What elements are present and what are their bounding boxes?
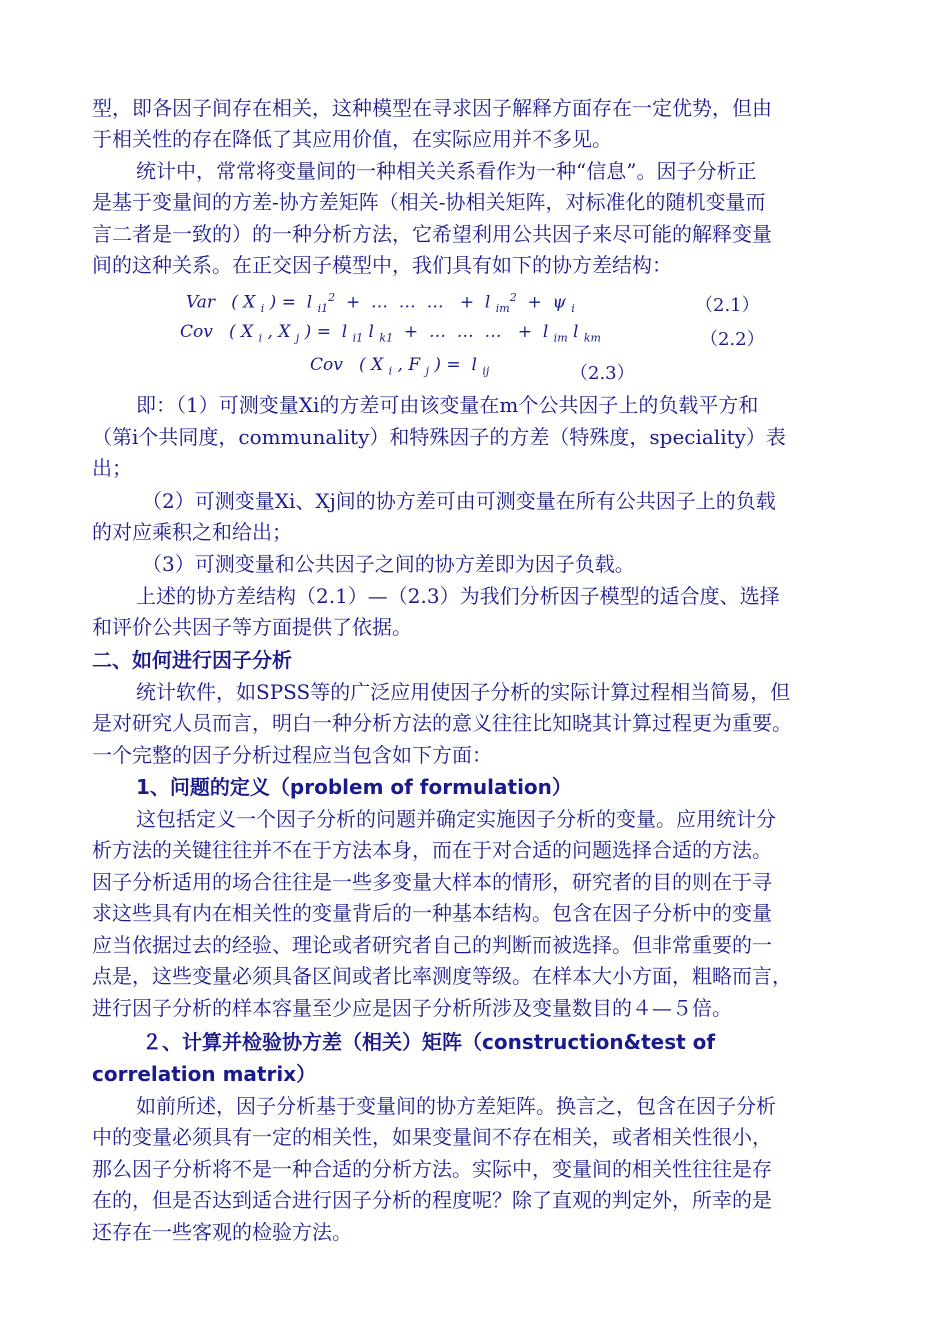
equation-2-3: Cov ( X $_i$ , F $_j$ ) = l $_{ij}$ — [310, 355, 490, 378]
paragraph-line: 即：（1）可测变量Xi的方差可由该变量在m个公共因子上的负载平方和 — [136, 393, 759, 417]
paragraph-line: 是基于变量间的方差-协方差矩阵（相关-协相关矩阵，对标准化的随机变量而 — [92, 190, 766, 214]
paragraph-line: 中的变量必须具有一定的相关性，如果变量间不存在相关，或者相关性很小， — [92, 1125, 772, 1149]
equation-2-1: Var ( X $_i$ ) = l $_{i1}^2$ + … … … + l $_{im}^2$ + ψ $_i$ — [186, 291, 575, 316]
paragraph-line: 析方法的关键往往并不在于方法本身，而在于对合适的问题选择合适的方法。 — [92, 838, 772, 862]
paragraph-line: （2）可测变量Xi、Xj间的协方差可由可测变量在所有公共因子上的负载 — [142, 489, 776, 513]
paragraph-line: 上述的协方差结构（2.1）—（2.3）为我们分析因子模型的适合度、选择 — [136, 584, 780, 608]
equation-number: （2.2） — [700, 329, 765, 350]
subsection-heading: correlation matrix） — [92, 1062, 317, 1086]
equation-2-2: Cov ( X $_i$ , X $_j$ ) = l $_{i1}$ l $_{k1}$ + … … … + l $_{im}$ l $_{km}$ — [180, 322, 601, 345]
paragraph-line: 和评价公共因子等方面提供了依据。 — [92, 615, 412, 639]
subsection-heading: 1、问题的定义（problem of formulation） — [136, 775, 572, 799]
paragraph-line: 在的，但是否达到适合进行因子分析的程度呢？除了直观的判定外，所幸的是 — [92, 1188, 772, 1212]
paragraph-line: 点是，这些变量必须具备区间或者比率测度等级。在样本大小方面，粗略而言， — [92, 964, 792, 988]
paragraph-line: 于相关性的存在降低了其应用价值，在实际应用并不多见。 — [92, 127, 612, 151]
paragraph-line: 言二者是一致的）的一种分析方法，它希望利用公共因子来尽可能的解释变量 — [92, 222, 772, 246]
paragraph-line: 出； — [92, 456, 132, 480]
subsection-heading: ２、计算并检验协方差（相关）矩阵（construction&test of — [142, 1030, 716, 1054]
paragraph-line: 如前所述，因子分析基于变量间的协方差矩阵。换言之，包含在因子分析 — [136, 1094, 776, 1118]
paragraph-line: （3）可测变量和公共因子之间的协方差即为因子负载。 — [142, 552, 635, 576]
paragraph-line: 应当依据过去的经验、理论或者研究者自己的判断而被选择。但非常重要的一 — [92, 933, 772, 957]
paragraph-line: 因子分析适用的场合往往是一些多变量大样本的情形，研究者的目的则在于寻 — [92, 870, 772, 894]
paragraph-line: （第i个共同度，communality）和特殊因子的方差（特殊度，speciality）表 — [92, 425, 786, 449]
equation-number: （2.3） — [570, 363, 635, 384]
paragraph-line: 还存在一些客观的检验方法。 — [92, 1220, 352, 1244]
paragraph-line: 是对研究人员而言，明白一种分析方法的意义往往比知晓其计算过程更为重要。 — [92, 711, 792, 735]
paragraph-line: 求这些具有内在相关性的变量背后的一种基本结构。包含在因子分析中的变量 — [92, 901, 772, 925]
paragraph-line: 统计软件，如SPSS等的广泛应用使因子分析的实际计算过程相当简易，但 — [136, 680, 791, 704]
paragraph-line: 型，即各因子间存在相关，这种模型在寻求因子解释方面存在一定优势，但由 — [92, 96, 772, 120]
paragraph-line: 那么因子分析将不是一种合适的分析方法。实际中，变量间的相关性往往是存 — [92, 1157, 772, 1181]
paragraph-line: 这包括定义一个因子分析的问题并确定实施因子分析的变量。应用统计分 — [136, 807, 776, 831]
paragraph-line: 统计中，常常将变量间的一种相关关系看作为一种“信息”。因子分析正 — [136, 159, 757, 183]
paragraph-line: 间的这种关系。在正交因子模型中，我们具有如下的协方差结构： — [92, 253, 672, 277]
equation-number: （2.1） — [695, 295, 760, 316]
paragraph-line: 进行因子分析的样本容量至少应是因子分析所涉及变量数目的４—５倍。 — [92, 996, 732, 1020]
section-heading: 二、如何进行因子分析 — [92, 648, 292, 672]
paragraph-line: 的对应乘积之和给出； — [92, 520, 292, 544]
paragraph-line: 一个完整的因子分析过程应当包含如下方面： — [92, 743, 492, 767]
